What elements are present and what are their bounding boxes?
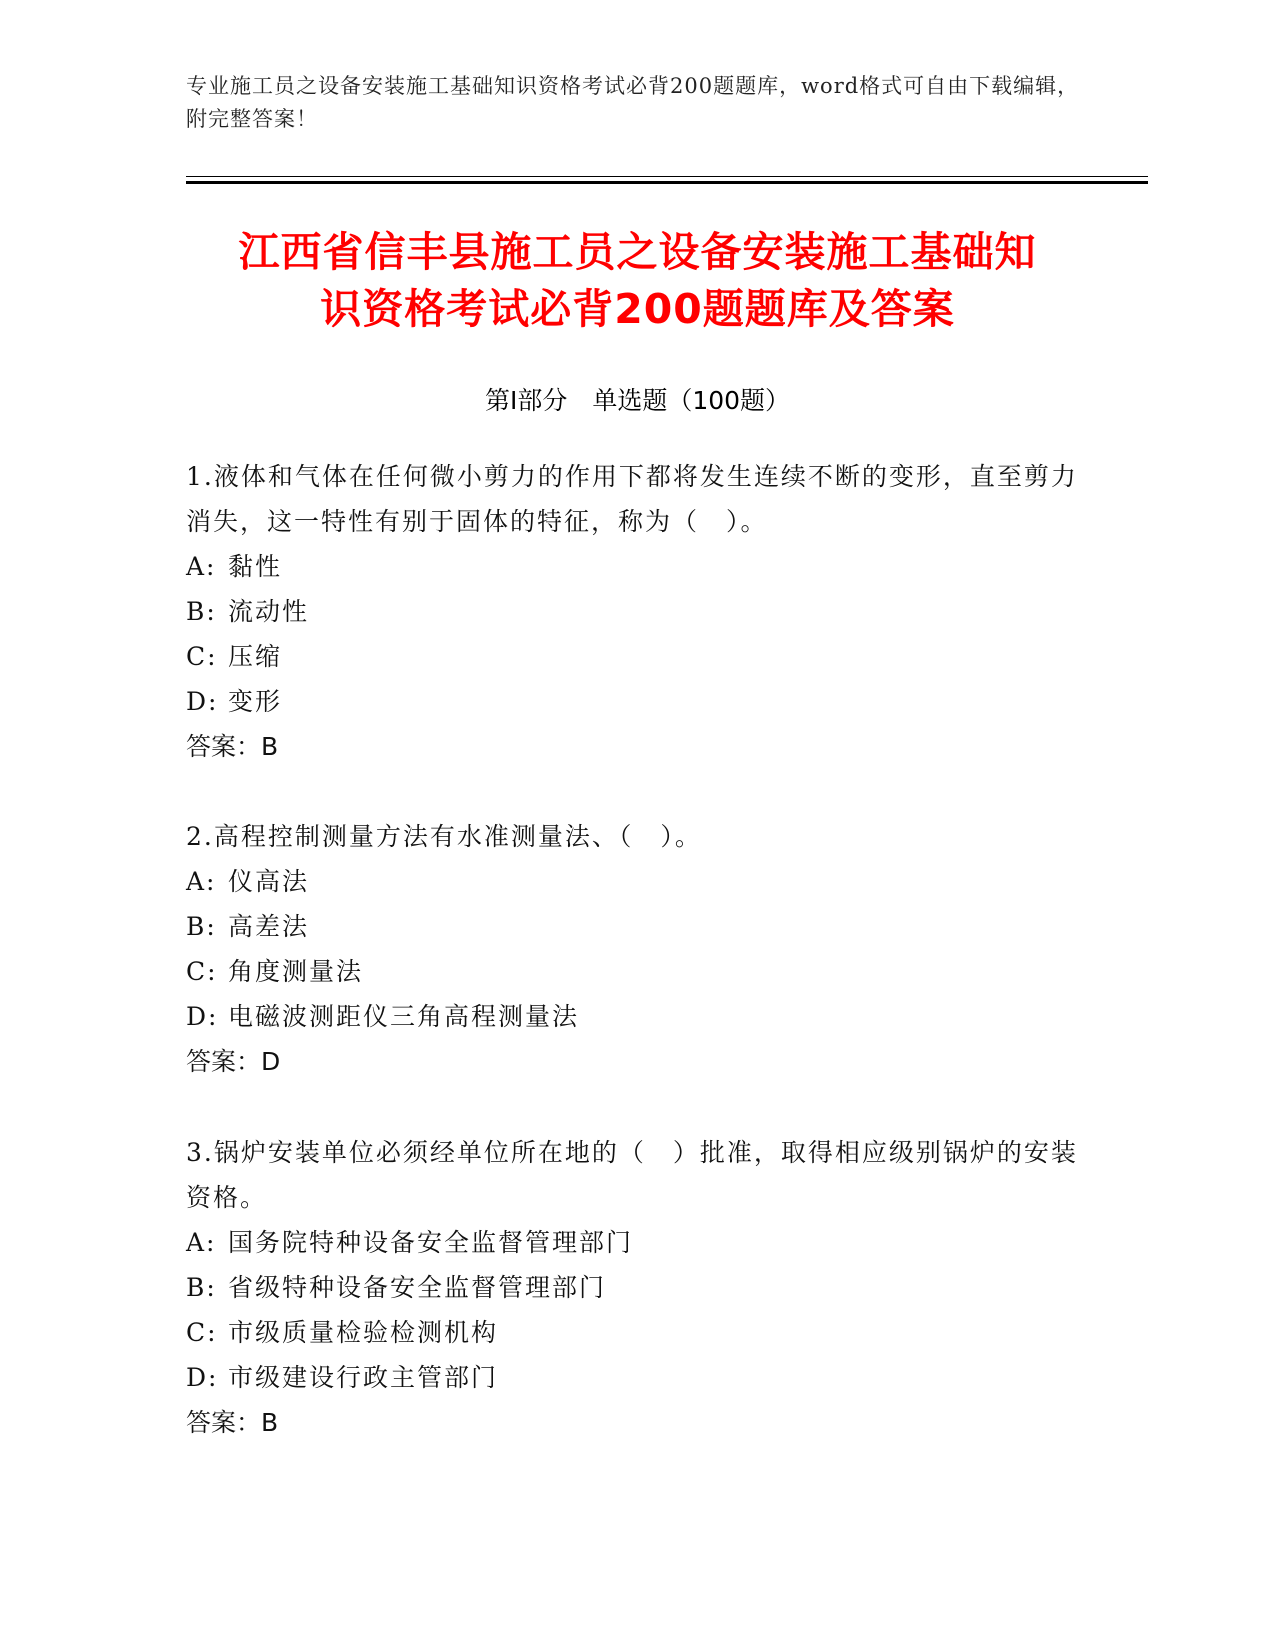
answer-line: 答案：B [186, 1408, 279, 1437]
option-letter: A: [186, 552, 217, 581]
option-letter: C: [186, 1318, 218, 1347]
answer-line: 答案：D [186, 1047, 281, 1076]
option-letter: C: [186, 642, 218, 671]
option-d [186, 1355, 1086, 1400]
option-text: 黏性 [228, 552, 283, 581]
header-note: 专业施工员之设备安装施工基础知识资格考试必背200题题库，word格式可自由下载编辑，附完整答案！ [186, 74, 1080, 131]
question-stem: 2.高程控制测量方法有水准测量法、（ ）。 [186, 822, 702, 851]
question-stem: 1.液体和气体在任何微小剪力的作用下都将发生连续不断的变形，直至剪力消失，这一特性有别于固体的特征，称为（ ）。 [186, 462, 1078, 536]
option-d [186, 679, 1086, 724]
option-a [186, 1220, 1086, 1265]
section-title: 第Ⅰ部分 单选题（100题） [484, 386, 791, 415]
header-divider-thin [186, 176, 1148, 177]
option-letter: D: [186, 1002, 219, 1031]
option-c [186, 634, 1086, 679]
option-text: 电磁波测距仪三角高程测量法 [228, 1002, 580, 1031]
option-letter: B: [186, 912, 217, 941]
option-text: 角度测量法 [228, 957, 364, 986]
document-title-line-1: 江西省信丰县施工员之设备安装施工基础知 [238, 228, 1037, 276]
option-text: 仪高法 [228, 867, 310, 896]
option-d [186, 994, 1086, 1039]
option-text: 市级质量检验检测机构 [228, 1318, 499, 1347]
option-a [186, 859, 1086, 904]
option-c [186, 1310, 1086, 1355]
option-letter: C: [186, 957, 218, 986]
option-letter: B: [186, 597, 217, 626]
document-title [150, 224, 1125, 338]
option-letter: D: [186, 687, 219, 716]
option-text: 市级建设行政主管部门 [228, 1363, 499, 1392]
option-text: 省级特种设备安全监督管理部门 [228, 1273, 607, 1302]
option-b [186, 589, 1086, 634]
question-3 [186, 1130, 1086, 1445]
option-text: 变形 [228, 687, 283, 716]
option-a [186, 544, 1086, 589]
option-letter: A: [186, 867, 217, 896]
answer-line: 答案：B [186, 732, 279, 761]
option-letter: D: [186, 1363, 219, 1392]
option-text: 国务院特种设备安全监督管理部门 [228, 1228, 634, 1257]
header-divider-thick [186, 181, 1148, 184]
question-stem: 3.锅炉安装单位必须经单位所在地的（ ）批准，取得相应级别锅炉的安装资格。 [186, 1138, 1078, 1212]
question-2 [186, 814, 1086, 1084]
option-letter: B: [186, 1273, 217, 1302]
option-text: 压缩 [228, 642, 283, 671]
option-text: 高差法 [228, 912, 310, 941]
document-title-line-2: 识资格考试必背200题题库及答案 [320, 285, 955, 333]
option-b [186, 904, 1086, 949]
question-1 [186, 454, 1086, 769]
option-letter: A: [186, 1228, 217, 1257]
option-text: 流动性 [228, 597, 310, 626]
option-b [186, 1265, 1086, 1310]
option-c [186, 949, 1086, 994]
